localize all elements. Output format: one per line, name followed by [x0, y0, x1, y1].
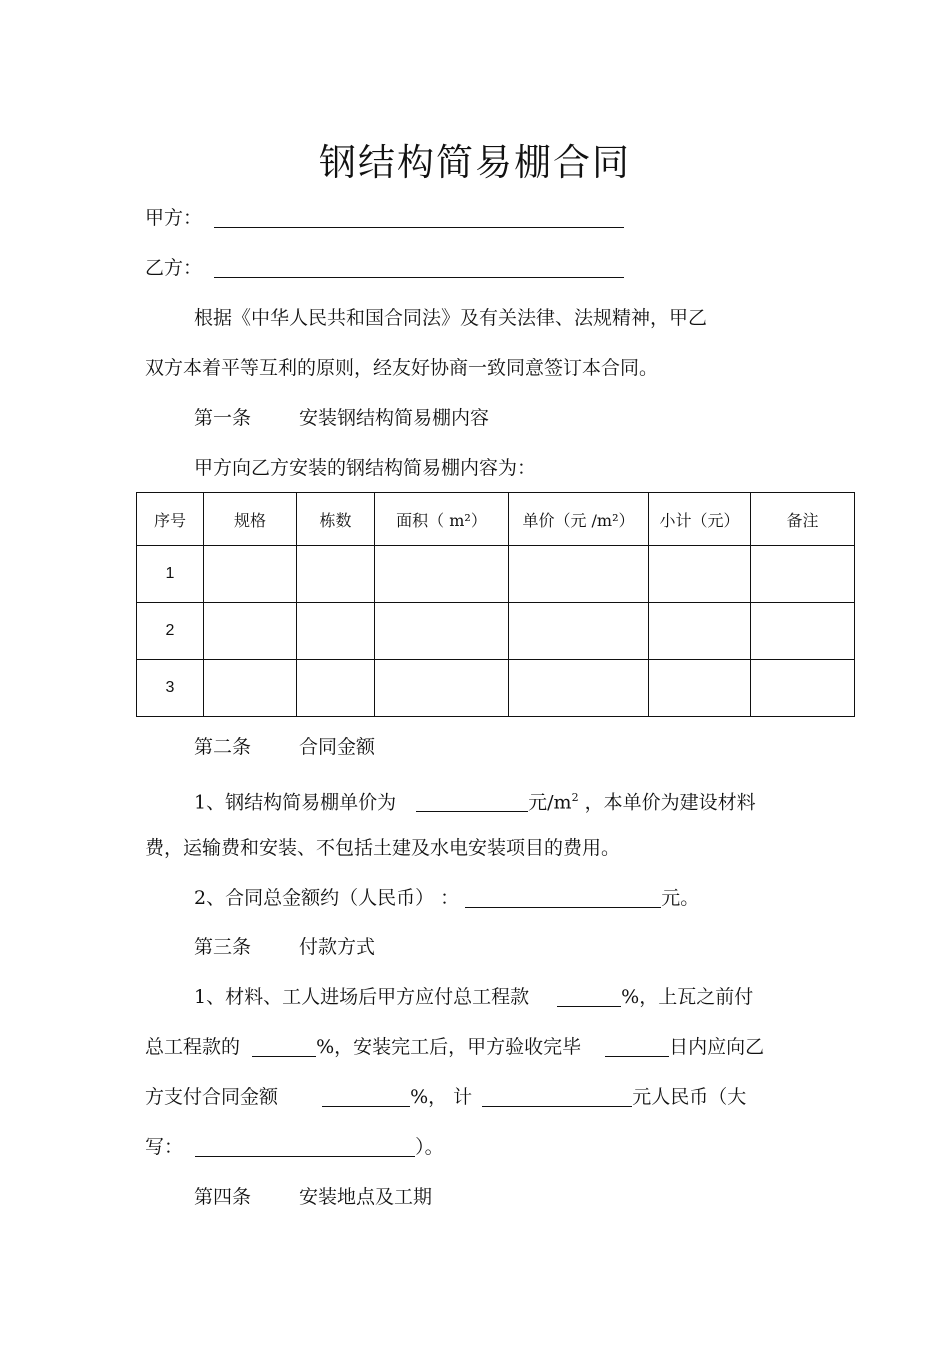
table-cell[interactable] — [649, 546, 751, 603]
a2-item1-sup: 2 — [571, 791, 579, 804]
table-cell[interactable] — [375, 603, 509, 660]
table-cell[interactable] — [204, 603, 297, 660]
a3-l4-prefix: 写： — [145, 1136, 184, 1158]
article-1-heading — [194, 406, 489, 430]
article-3-line-2 — [145, 1035, 764, 1059]
total-amount-blank[interactable] — [465, 887, 661, 908]
document-title: 钢结构简易棚合同 — [319, 141, 631, 184]
table-cell[interactable] — [297, 660, 375, 717]
content-table — [136, 492, 855, 717]
table-row — [137, 660, 855, 717]
table-cell[interactable] — [375, 546, 509, 603]
article-2-item-1-line-2: 费，运输费和安装、不包括土建及水电安装项目的费用。 — [145, 837, 621, 859]
a3-l3-prefix: 方支付合同金额 — [145, 1086, 279, 1108]
table-cell[interactable] — [509, 660, 649, 717]
a3-l2-mid: %，安装完工后，甲方验收完毕 — [316, 1036, 582, 1058]
a3-l3-suffix: 元人民币（大 — [632, 1086, 747, 1108]
header-cell: 备注 — [751, 493, 855, 546]
a3-l1-prefix: 1、材料、工人进场后甲方应付总工程款 — [194, 986, 530, 1008]
a2-item1-suffix: ，本单价为建设材料 — [584, 791, 756, 814]
party-a-blank[interactable] — [214, 207, 624, 228]
article-3-line-3 — [145, 1085, 746, 1109]
article-1-title: 安装钢结构简易棚内容 — [299, 407, 490, 429]
intro-line-2: 双方本着平等互利的原则，经友好协商一致同意签订本合同。 — [145, 357, 659, 379]
party-a-row — [145, 206, 624, 230]
party-b-label: 乙方： — [145, 257, 203, 279]
article-2-item-1 — [194, 786, 756, 814]
unit-price-blank[interactable] — [416, 791, 528, 812]
party-a-label: 甲方： — [145, 207, 203, 229]
days-blank[interactable] — [605, 1036, 669, 1057]
table-row — [137, 546, 855, 603]
article-2-number: 第二条 — [194, 736, 252, 758]
header-cell: 小计（元） — [649, 493, 751, 546]
article-3-line-1 — [194, 985, 753, 1009]
table-cell[interactable] — [751, 603, 855, 660]
a2-item1-prefix: 1、钢结构简易棚单价为 — [194, 791, 397, 814]
article-3-heading — [194, 935, 375, 959]
table-cell[interactable] — [375, 660, 509, 717]
table-cell[interactable] — [509, 603, 649, 660]
a2-item1-unit: 元/m — [528, 791, 572, 814]
a3-l4-suffix: ）。 — [415, 1136, 444, 1158]
table-cell[interactable] — [509, 546, 649, 603]
table-cell[interactable] — [649, 660, 751, 717]
article-2-title: 合同金额 — [299, 736, 376, 758]
rmb-amount-blank[interactable] — [482, 1086, 632, 1107]
intro-line-1: 根据《中华人民共和国合同法》及有关法律、法规精神，甲乙 — [194, 307, 708, 329]
header-cell: 栋数 — [297, 493, 375, 546]
final-percent-blank[interactable] — [322, 1086, 410, 1107]
article-2-item-2 — [194, 886, 699, 910]
a2-item2-prefix: 2、合同总金额约（人民币） ： — [194, 887, 460, 909]
a3-l2-prefix: 总工程款的 — [145, 1036, 241, 1058]
article-3-line-4 — [145, 1135, 444, 1159]
table-cell[interactable] — [297, 603, 375, 660]
header-cell: 序号 — [137, 493, 204, 546]
table-cell[interactable] — [204, 546, 297, 603]
table-cell[interactable] — [204, 660, 297, 717]
table-cell[interactable] — [751, 546, 855, 603]
header-cell: 规格 — [204, 493, 297, 546]
a3-l2-suffix: 日内应向乙 — [669, 1036, 765, 1058]
article-3-title: 付款方式 — [299, 936, 376, 958]
party-b-row — [145, 256, 624, 280]
table-header-row — [137, 493, 855, 546]
table-cell: 3 — [137, 660, 204, 717]
table-cell[interactable] — [751, 660, 855, 717]
table-cell: 1 — [137, 546, 204, 603]
table-cell[interactable] — [297, 546, 375, 603]
article-4-title: 安装地点及工期 — [299, 1186, 433, 1208]
header-cell: 面积（ m²） — [375, 493, 509, 546]
a2-item2-suffix: 元。 — [661, 887, 700, 909]
table-cell: 2 — [137, 603, 204, 660]
a3-l1-suffix: %，上瓦之前付 — [621, 986, 754, 1008]
advance-percent-blank[interactable] — [557, 986, 621, 1007]
article-1-number: 第一条 — [194, 407, 252, 429]
pre-roof-percent-blank[interactable] — [252, 1036, 316, 1057]
article-2-heading — [194, 735, 375, 759]
a3-l3-mid: %， 计 — [410, 1086, 473, 1108]
article-4-number: 第四条 — [194, 1186, 252, 1208]
article-3-number: 第三条 — [194, 936, 252, 958]
amount-in-words-blank[interactable] — [195, 1136, 415, 1157]
table-cell[interactable] — [649, 603, 751, 660]
party-b-blank[interactable] — [214, 257, 624, 278]
table-row — [137, 603, 855, 660]
article-4-heading — [194, 1185, 432, 1209]
article-1-text: 甲方向乙方安装的钢结构简易棚内容为： — [194, 457, 537, 479]
header-cell: 单价（元 /m²） — [509, 493, 649, 546]
